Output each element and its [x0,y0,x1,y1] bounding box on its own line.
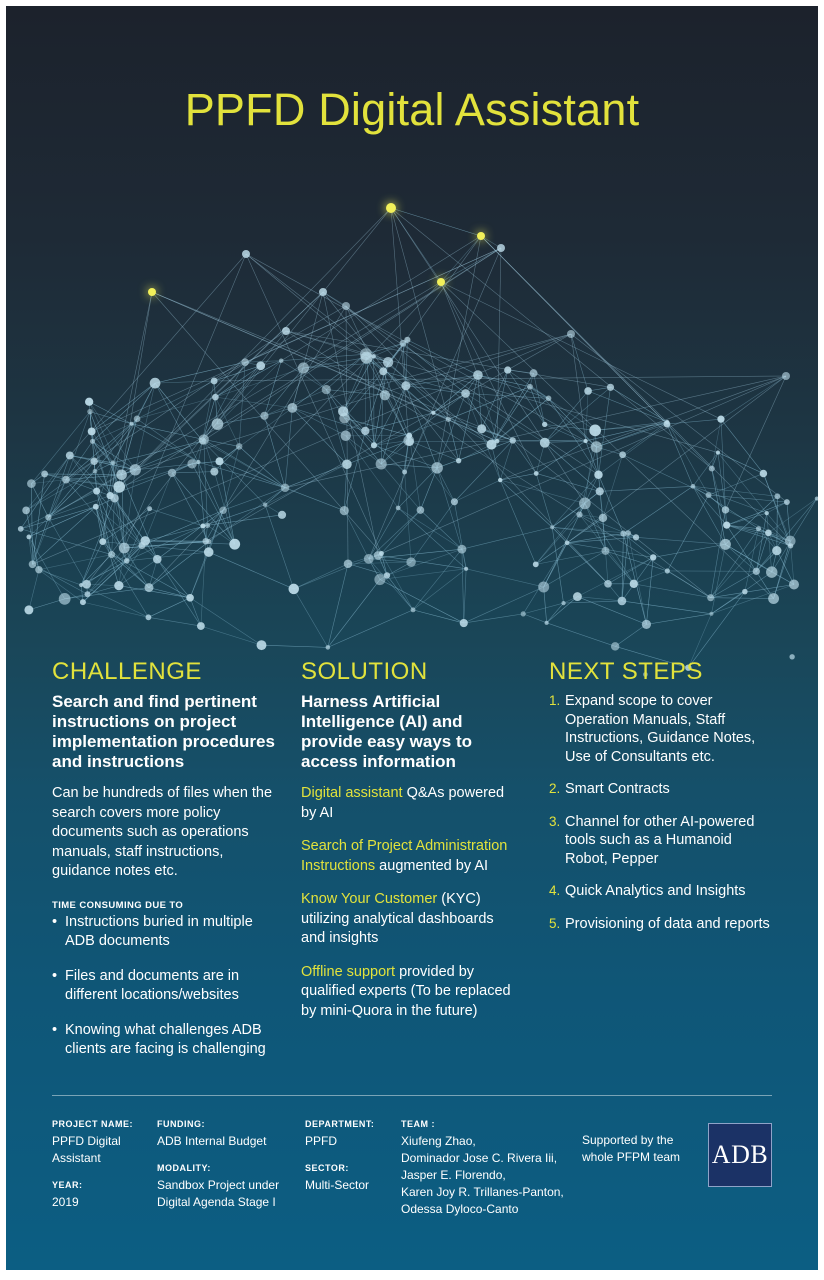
network-node [664,421,671,428]
network-node [495,439,500,444]
network-node [607,384,614,391]
modality-label: MODALITY: [157,1163,211,1173]
step-text: Provisioning of data and reports [565,915,770,932]
network-node [707,594,714,601]
footer-team-block [401,1118,581,1218]
network-node [201,523,206,528]
network-node [379,367,387,375]
network-node [498,478,502,482]
network-node [93,469,98,474]
network-node [360,348,372,360]
network-node [620,531,626,537]
network-node [374,574,385,585]
network-node [241,358,249,366]
network-node [24,605,33,614]
network-node [138,542,145,549]
network-node [760,470,768,478]
challenge-subheading: TIME CONSUMING DUE TO [52,899,184,911]
network-node [35,566,42,573]
network-node [599,514,607,522]
network-node [256,361,265,370]
network-node [766,566,777,577]
network-node [774,493,780,499]
network-node [229,539,240,550]
network-node [147,506,152,511]
network-node [203,538,209,544]
network-node [196,460,200,464]
network-node [197,622,205,630]
team-member: Odessa Dyloco-Canto [401,1202,519,1216]
network-node [27,479,36,488]
solution-item-highlight: Offline support [301,963,396,980]
step-text: Expand scope to cover Operation Manuals, Staff Instructions, Guidance Notes, Use of Consultants etc. [565,693,756,765]
network-node [723,522,730,529]
network-node [527,384,533,390]
network-nodes [18,203,818,677]
network-node [279,358,283,362]
network-node [788,543,793,548]
network-node [431,462,443,474]
footer-divider [52,1095,772,1096]
network-node [402,470,407,475]
department-label: DEPARTMENT: [305,1119,375,1129]
network-node [168,469,176,477]
network-node [579,498,591,510]
network-node [561,601,565,605]
solution-item-highlight: Digital assistant [301,785,403,801]
network-node [601,547,609,555]
network-node [22,507,30,515]
network-node [716,450,720,454]
network-node [538,581,549,592]
network-links [21,208,817,668]
network-node [437,278,445,286]
network-node [406,433,412,439]
network-node [108,551,115,558]
network-node [464,567,468,571]
list-item [549,813,771,869]
list-item [549,692,771,766]
list-item [549,780,771,799]
network-node [82,580,91,589]
network-node [287,403,297,413]
network-node [322,385,331,394]
solution-heading: SOLUTION [301,658,428,685]
list-item [549,915,771,934]
step-number: 1. [549,693,561,708]
network-node [134,416,141,423]
footer-department-block [305,1118,391,1194]
network-node [215,457,223,465]
network-node [567,330,575,338]
network-node [129,422,133,426]
network-node [477,232,485,240]
network-node [85,591,91,597]
network-node [589,425,601,437]
step-number: 4. [549,883,561,898]
funding-value: ADB Internal Budget [157,1134,267,1148]
network-node [768,593,779,604]
network-node [242,250,250,258]
network-node [130,464,141,475]
network-node [642,620,651,629]
network-node [604,580,612,588]
network-node [212,418,224,430]
funding-label: FUNDING: [157,1119,205,1129]
network-node [691,484,696,489]
network-node [260,412,268,420]
network-node [186,594,194,602]
network-node [722,506,729,513]
team-member: Xiufeng Zhao, [401,1134,476,1148]
list-item: • Files and documents are in different locations/websites [52,967,284,1005]
network-node [594,471,602,479]
network-node [789,654,794,659]
next-steps-list [549,692,771,933]
network-node [477,424,486,433]
network-node [521,611,526,616]
network-node [530,369,538,377]
year-label: YEAR: [52,1180,83,1190]
network-node [210,468,218,476]
solution-item-text: (KYC) utilizing analytical dashboards and insights [301,891,494,946]
network-node [461,389,470,398]
network-node [113,481,125,493]
network-node [288,584,299,595]
solution-item-text: augmented by AI [375,857,489,874]
network-node [212,394,219,401]
solution-item-highlight: Know Your Customer [301,891,438,907]
network-node [396,506,401,511]
network-node [88,428,96,436]
network-node [340,506,349,515]
network-node [148,288,156,296]
network-node [278,511,286,519]
network-node [457,545,466,554]
network-node [611,642,619,650]
network-node [62,476,70,484]
network-node [384,572,390,578]
network-node [510,437,516,443]
network-node [90,458,97,465]
network-node [380,390,390,400]
network-node [150,378,161,389]
solution-item [301,837,521,876]
network-node [706,492,712,498]
network-node [633,534,639,540]
poster-title: PPFD Digital Assistant [184,84,640,135]
network-node [204,547,214,557]
network-node [542,422,547,427]
network-node [619,451,626,458]
step-number: 5. [549,915,561,931]
network-node [282,327,290,335]
network-node [753,568,760,575]
project-name-label: PROJECT NAME: [52,1119,134,1129]
solution-item [301,890,521,949]
network-node [371,442,377,448]
network-node [789,579,799,589]
network-node [29,560,37,568]
network-node [80,599,86,605]
network-node [576,512,582,518]
network-node [93,488,100,495]
network-node [742,589,747,594]
support-note: Supported by the whole PFPM team [582,1133,681,1164]
network-node [344,559,353,568]
network-node [66,451,74,459]
solution-column [301,658,521,1021]
network-node [364,554,374,564]
network-node [339,413,350,424]
network-node [709,466,715,472]
network-node [665,568,670,573]
network-node [411,607,416,612]
step-number: 2. [549,781,561,796]
network-node [473,370,483,380]
network-node [446,417,451,422]
network-node [618,597,627,606]
network-node [59,593,71,605]
network-node [379,551,384,556]
adb-logo: ADB [708,1123,772,1187]
team-member: Jasper E. Florendo, [401,1168,506,1182]
network-node [257,640,267,650]
network-node [550,525,554,529]
network-node [405,438,413,446]
network-node [717,416,724,423]
network-node [765,529,772,536]
network-node [565,541,570,546]
team-label: TEAM : [401,1119,435,1129]
next-steps-column [549,658,771,933]
list-item [549,882,771,901]
network-node [220,506,227,513]
year-value: 2019 [52,1195,79,1209]
network-node [772,546,781,555]
network-node [765,511,769,515]
network-node [417,506,425,514]
network-node [573,592,582,601]
network-illustration [6,166,818,686]
network-node [782,372,790,380]
network-node [504,366,511,373]
network-node [281,484,290,493]
network-node [211,378,218,385]
network-node [540,438,550,448]
network-node [45,514,51,520]
network-node [361,427,369,435]
network-node [111,460,116,465]
network-node [119,543,130,554]
project-name-value: PPFD Digital Assistant [52,1134,121,1165]
network-node [451,498,458,505]
footer-project-block [52,1118,148,1211]
solution-item-text: provided by qualified experts (To be replaced by mini-Quora in the future) [301,963,511,1019]
step-text: Channel for other AI-powered tools such as a Humanoid Robot, Pepper [565,813,755,867]
network-node [376,458,387,469]
network-node [383,357,393,367]
network-node [650,554,656,560]
solution-item [301,963,521,1022]
network-node [756,526,761,531]
network-node [298,362,309,373]
solution-item [301,784,521,823]
footer-funding-block [157,1118,293,1211]
network-node [386,203,396,213]
step-text: Quick Analytics and Insights [565,883,746,899]
next-steps-heading: NEXT STEPS [549,658,703,685]
network-node [591,441,602,452]
network-node [319,288,327,296]
network-node [431,411,435,415]
sector-value: Multi-Sector [305,1178,370,1192]
challenge-column [52,658,284,1059]
team-member: Karen Joy R. Trillanes-Panton, [401,1185,564,1199]
network-node [401,381,410,390]
network-node [187,459,196,468]
network-node [41,470,48,477]
solution-item-highlight: Search of Project Administration Instructions [301,838,508,874]
network-node [145,583,154,592]
network-node [79,583,83,587]
team-member: Dominador Jose C. Rivera Iii, [401,1151,558,1165]
network-node [342,459,352,469]
network-node [124,558,130,564]
network-node [87,409,92,414]
sector-label: SECTOR: [305,1163,349,1173]
network-node [153,555,162,564]
network-node [406,557,415,566]
network-node [342,302,350,310]
department-value: PPFD [305,1134,338,1148]
network-node [90,439,95,444]
poster [6,6,818,1270]
network-node [26,535,31,540]
network-node [630,580,638,588]
network-node [263,502,268,507]
network-node [456,458,461,463]
network-node [400,340,407,347]
solution-item-text: Q&As powered by AI [301,785,505,821]
network-node [93,504,99,510]
network-node [236,443,243,450]
network-node [596,487,604,495]
network-node [110,494,118,502]
network-node [534,471,539,476]
network-node [584,387,592,395]
modality-value: Sandbox Project under Digital Agenda Stage I [157,1178,280,1209]
network-node [720,539,731,550]
list-item: • Knowing what challenges ADB clients are facing is challenging [52,1021,284,1059]
network-node [533,561,539,567]
challenge-heading: CHALLENGE [52,658,202,685]
network-node [85,398,93,406]
network-node [545,621,549,625]
network-node [583,439,587,443]
challenge-bullet-list [52,913,284,1059]
network-node [99,538,106,545]
network-node [460,619,468,627]
network-node [114,581,123,590]
network-node [784,499,790,505]
network-node [341,431,351,441]
network-node [18,526,24,532]
network-node [326,645,331,650]
network-node [199,437,206,444]
step-number: 3. [549,813,561,829]
network-node [116,469,127,480]
step-text: Smart Contracts [565,781,670,797]
challenge-lead: Search and find pertinent instructions on project implementation procedures and instructions [52,692,275,771]
solution-lead: Harness Artificial Intelligence (AI) and provide easy ways to access information [301,692,473,771]
network-node [205,523,210,528]
network-node [497,244,505,252]
network-node [146,614,152,620]
challenge-body: Can be hundreds of files when the search covers more policy documents such as operations manuals, staff instructions, guidance notes etc. [52,785,273,879]
network-node [709,612,713,616]
list-item: • Instructions buried in multiple ADB documents [52,913,284,951]
network-node [546,396,552,402]
